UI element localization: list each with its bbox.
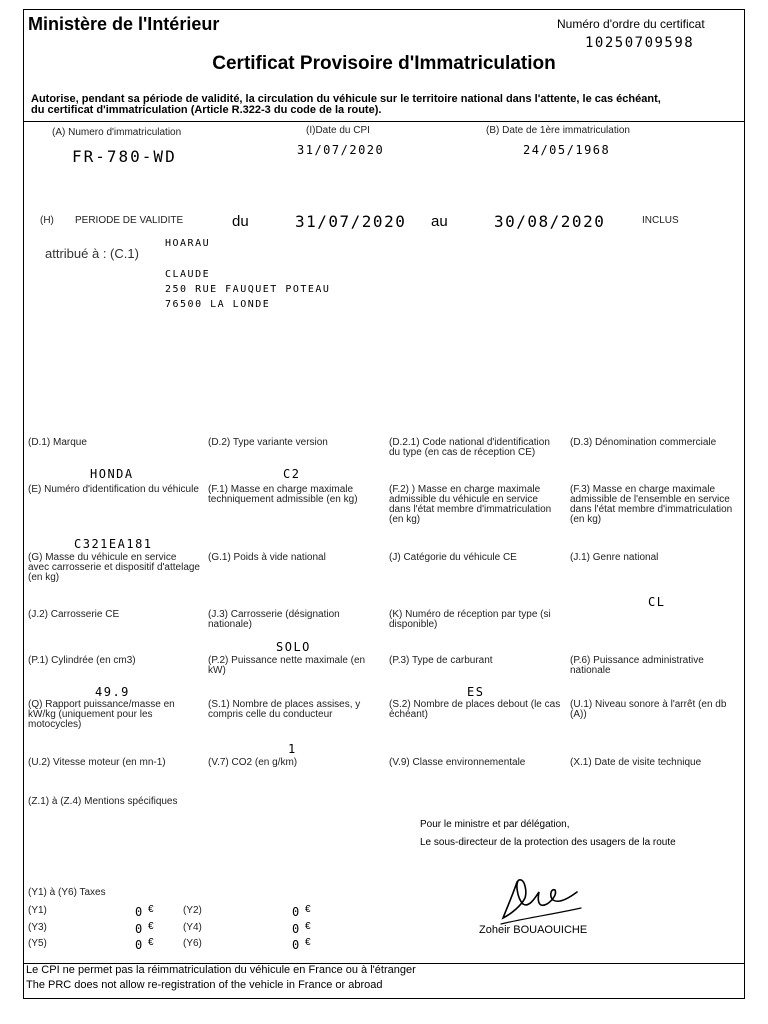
tax-y3-value: 0 [135, 922, 143, 936]
field-g-label: (G) Masse du véhicule en service avec carrosserie et dispositif d'attelage (en kg) [28, 552, 200, 583]
footer-french: Le CPI ne permet pas la réimmatriculation du véhicule en France ou à l'étranger [26, 964, 416, 976]
cpi-date: 31/07/2020 [297, 143, 385, 157]
validity-au: au [431, 213, 448, 230]
field-e-value: C321EA181 [74, 537, 153, 551]
validity-inclus: INCLUS [642, 215, 679, 226]
holder-firstname: CLAUDE [165, 269, 211, 280]
tax-y2-currency: € [305, 904, 311, 915]
tax-y1-label: (Y1) [28, 905, 47, 916]
field-k-label: (K) Numéro de réception par type (si disponible) [389, 609, 551, 630]
field-g1-label: (G.1) Poids à vide national [208, 552, 326, 563]
signatory-name: Zoheir BOUAOUICHE [479, 924, 588, 936]
field-j-label: (J) Catégorie du véhicule CE [389, 552, 517, 563]
tax-y1-currency: € [148, 904, 154, 915]
registration-number: FR-780-WD [72, 147, 177, 166]
field-d2-label: (D.2) Type variante version [208, 437, 328, 448]
holder-city: 76500 LA LONDE [165, 299, 271, 310]
taxes-title: (Y1) à (Y6) Taxes [28, 887, 106, 898]
field-p2-label: (P.2) Puissance nette maximale (en kW) [208, 655, 366, 676]
first-registration-label: (B) Date de 1ère immatriculation [486, 125, 630, 136]
field-e-label: (E) Numéro d'identification du véhicule [28, 484, 199, 495]
field-f3-label: (F.3) Masse en charge maximale admissible de l'ensemble en service dans l'état membre d'immatriculation (en kg) [570, 484, 733, 525]
tax-y6-label: (Y6) [183, 938, 202, 949]
tax-y2-label: (Y2) [183, 905, 202, 916]
registration-number-label: (A) Numero d'immatriculation [52, 127, 182, 138]
field-p1-value: 49.9 [95, 685, 130, 699]
tax-y2-value: 0 [292, 905, 300, 919]
tax-y5-value: 0 [135, 938, 143, 952]
field-s1-label: (S.1) Nombre de places assises, y compris celle du conducteur [208, 699, 361, 720]
validity-code: (H) [40, 215, 54, 226]
validity-from: 31/07/2020 [295, 212, 407, 231]
order-number-label: Numéro d'ordre du certificat [557, 17, 705, 31]
first-registration-date: 24/05/1968 [523, 143, 611, 157]
field-p6-label: (P.6) Puissance administrative nationale [570, 655, 704, 676]
field-p3-value: ES [467, 685, 485, 699]
ministry-name: Ministère de l'Intérieur [28, 14, 220, 34]
field-x1-label: (X.1) Date de visite technique [570, 757, 702, 768]
tax-y5-label: (Y5) [28, 938, 47, 949]
notice-line-2: du certificat d'immatriculation (Article R.322-3 du code de la route). [31, 104, 382, 116]
signature-line-2: Le sous-directeur de la protection des usagers de la route [420, 837, 676, 848]
field-v9-label: (V.9) Classe environnementale [389, 757, 526, 768]
field-u2-label: (U.2) Vitesse moteur (en mn-1) [28, 757, 166, 768]
field-j2-label: (J.2) Carrosserie CE [28, 609, 120, 620]
footer-english: The PRC does not allow re-registration of the vehicle in France or abroad [26, 979, 383, 991]
tax-y3-label: (Y3) [28, 922, 47, 933]
holder-street: 250 RUE FAUQUET POTEAU [165, 284, 331, 295]
field-j3-label: (J.3) Carrosserie (désignation nationale) [208, 609, 340, 630]
field-j3-value: SOLO [276, 640, 311, 654]
field-d2-value: C2 [283, 467, 301, 481]
tax-y4-currency: € [305, 921, 311, 932]
field-s2-label: (S.2) Nombre de places debout (le cas échéant) [389, 699, 561, 720]
signature-image [495, 868, 585, 928]
validity-to: 30/08/2020 [494, 212, 606, 231]
tax-y6-currency: € [305, 937, 311, 948]
signature-line-1: Pour le ministre et par délégation, [420, 819, 570, 830]
field-q-label: (Q) Rapport puissance/masse en kW/kg (uniquement pour les motocycles) [28, 699, 175, 730]
cpi-date-label: (I)Date du CPI [306, 125, 370, 136]
holder-surname: HOARAU [165, 238, 211, 249]
order-number: 10250709598 [585, 35, 695, 51]
validity-du: du [232, 213, 249, 230]
tax-y3-currency: € [148, 921, 154, 932]
tax-y6-value: 0 [292, 938, 300, 952]
holder-label: attribué à : (C.1) [45, 246, 139, 261]
tax-y1-value: 0 [135, 905, 143, 919]
field-j1-label: (J.1) Genre national [570, 552, 659, 563]
field-z-label: (Z.1) à (Z.4) Mentions spécifiques [28, 796, 178, 807]
field-s1-value: 1 [288, 742, 297, 756]
tax-y5-currency: € [148, 937, 154, 948]
field-v7-label: (V.7) CO2 (en g/km) [208, 757, 298, 768]
field-d3-label: (D.3) Dénomination commerciale [570, 437, 717, 448]
field-f2-label: (F.2) ) Masse en charge maximale admissible du véhicule en service dans l'état membre d'immatriculation (en kg) [389, 484, 552, 525]
field-f1-label: (F.1) Masse en charge maximale techniquement admissible (en kg) [208, 484, 358, 505]
field-d1-value: HONDA [90, 467, 134, 481]
field-u1-label: (U.1) Niveau sonore à l'arrêt (en db (A)) [570, 699, 727, 720]
header-divider [23, 121, 745, 122]
field-j1-value: CL [648, 595, 666, 609]
field-p3-label: (P.3) Type de carburant [389, 655, 493, 666]
tax-y4-value: 0 [292, 922, 300, 936]
notice-line-1: Autorise, pendant sa période de validité, la circulation du véhicule sur le territoire national dans l'attente, le cas échéant, [31, 93, 661, 105]
tax-y4-label: (Y4) [183, 922, 202, 933]
validity-label: PERIODE DE VALIDITE [75, 215, 184, 226]
document-title: Certificat Provisoire d'Immatriculation [212, 53, 556, 74]
field-p1-label: (P.1) Cylindrée (en cm3) [28, 655, 136, 666]
field-d21-label: (D.2.1) Code national d'identification du type (en cas de réception CE) [389, 437, 550, 458]
field-d1-label: (D.1) Marque [28, 437, 87, 448]
